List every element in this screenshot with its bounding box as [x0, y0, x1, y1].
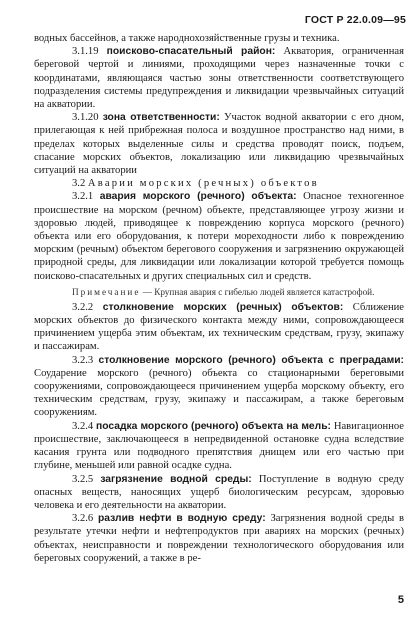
term: поисково-спасательный район: — [106, 46, 276, 58]
term: загрязнение водной среды: — [100, 473, 252, 485]
page-number: 5 — [397, 594, 404, 606]
term: разлив нефти в водную среду: — [97, 513, 266, 525]
definition: Сближение морских объектов до физического контакта между ними, сопровождающееся причинением ущерба этим объектам, их техническим средствам, грузу, экипажу и пассажирам. — [34, 301, 404, 353]
clause-3-1-19 — [34, 45, 404, 111]
section-number: 3.2 — [72, 178, 86, 190]
document-body — [34, 32, 404, 565]
note-label: Примечание — [72, 286, 141, 297]
clause-number: 3.2.5 — [72, 473, 94, 485]
term: посадка морского (речного) объекта на мель: — [96, 420, 331, 432]
section-title: Аварии морских (речных) объектов — [87, 178, 319, 190]
clause-3-2-4 — [34, 420, 404, 473]
clause-3-2-6 — [34, 512, 404, 565]
clause-number: 3.2.4 — [72, 420, 94, 432]
clause-3-2-5 — [34, 473, 404, 513]
definition: Участок водной акватории с его дном, прилегающая к ней прибрежная полоса и воздушное пространство над ними, в пределах которых выделенные силы и средства проводят поиск, подъем, спасание морских объектов, локализацию или ликвидацию чрезвычайных ситуаций на акватории — [34, 112, 404, 177]
clause-number: 3.1.19 — [72, 46, 99, 58]
clause-3-2-2 — [34, 301, 404, 354]
term: авария морского (речного) объекта: — [99, 191, 297, 203]
clause-number: 3.2.6 — [72, 513, 94, 525]
section-3-2-heading — [34, 177, 404, 190]
term: столкновение морского (речного) объекта с преградами: — [98, 354, 404, 366]
term: столкновение морских (речных) объектов: — [102, 301, 344, 313]
definition: Акватория, ограниченная береговой чертой и линиями, проходящими через назначенные точки с координатами, являющаяся частью зоны ответственности соответствующего подразделения системы предупреждения и ликвидации чрезвычайных ситуаций на акватории. — [34, 46, 404, 111]
clause-3-2-3 — [34, 354, 404, 420]
definition: Навигационное происшествие, заключающееся в непредвиденной остановке судна вследствие касания грунта или подводного препятствия днищем или его частью при глубине, меньшей или равной осадке судна. — [34, 420, 404, 472]
clause-3-2-1 — [34, 190, 404, 282]
clause-number: 3.2.3 — [72, 354, 94, 366]
standard-header: ГОСТ Р 22.0.09—95 — [304, 14, 406, 26]
clause-3-1-20 — [34, 111, 404, 177]
term: зона ответственности: — [102, 112, 220, 124]
note-text: — Крупная авария с гибелью людей является катастрофой. — [142, 286, 375, 297]
note — [34, 286, 404, 298]
definition: Опасное техногенное происшествие на морском (речном) объекте, представляющее угрозу жизни и здоровью людей, приводящее к повреждению корпуса морского (речного) объекта или его оборудования, к потери мореходности либо к повреждению морским (речным) объектом берегового сооружения и загрязнению окружающей природной среды, для ликвидации или локализации которой требуется помощь поисково-спасательных и других специальных сил и средств. — [34, 191, 405, 282]
intro-line: водных бассейнов, а также народнохозяйственные грузы и техника. — [34, 33, 340, 44]
definition: Соударение морского (речного) объекта со стационарными береговыми сооружениями, сопровождающееся причинением ущерба морскому объекту, его техническим средствам, грузу, экипажу и пассажирам, а также береговым сооружениям. — [34, 367, 404, 419]
definition: Поступление в водную среду опасных веществ, наносящих ущерб биологическим ресурсам, здоровью человека и его деятельности на акватории. — [34, 473, 405, 511]
clause-number: 3.1.20 — [72, 112, 99, 124]
clause-number: 3.2.2 — [72, 301, 94, 313]
definition: Загрязнения водной среды в результате утечки нефти и нефтепродуктов при авариях на морских (речных) объектах, неисправности и повреждении технологического оборудования или береговых сооружений, а также в ре- — [34, 513, 404, 564]
clause-number: 3.2.1 — [72, 191, 94, 203]
